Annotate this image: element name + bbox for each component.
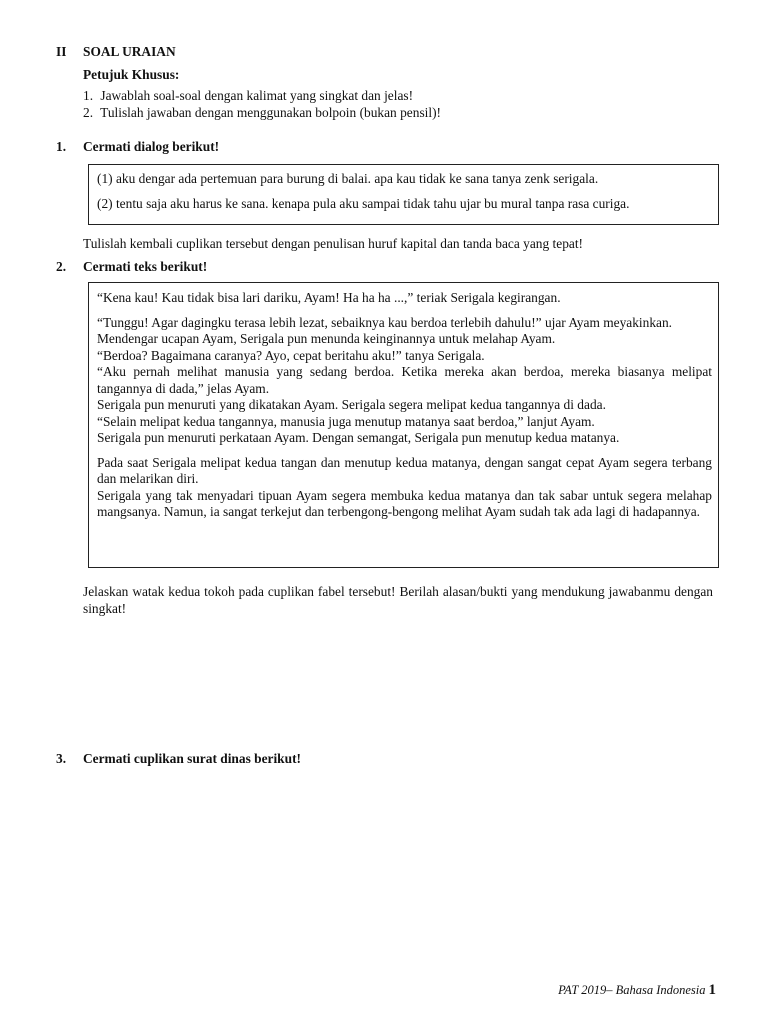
- fable-paragraph: “Kena kau! Kau tidak bisa lari dariku, Ayam! Ha ha ha ...,” teriak Serigala kegirangan.: [97, 290, 561, 305]
- section-title: SOAL URAIAN: [83, 44, 176, 59]
- page-number: 1: [708, 982, 716, 998]
- fable-paragraph: “Berdoa? Bagaimana caranya? Ayo, cepat beritahu aku!” tanya Serigala.: [97, 347, 485, 363]
- fable-paragraph: “Tunggu! Agar dagingku terasa lebih lezat, sebaiknya kau berdoa terlebih dahulu!” ujar Ayam meyakinkan.: [97, 314, 673, 330]
- instruction-text: Tulislah jawaban dengan menggunakan bolpoin (bukan pensil)!: [100, 105, 442, 120]
- instructions-title: Petujuk Khusus:: [83, 67, 180, 82]
- fable-paragraph: “Aku pernah melihat manusia yang sedang berdoa. Ketika mereka akan berdoa, mereka biasanya melipat tangannya di dada,” jelas Ayam.: [97, 364, 712, 396]
- dialog-line: (2) tentu saja aku harus ke sana. kenapa pula aku sampai tidak tahu ujar bu mural tanpa rasa curiga.: [97, 195, 630, 211]
- question-2-number: 2.: [56, 259, 67, 274]
- question-2-task: Jelaskan watak kedua tokoh pada cuplikan fabel tersebut! Berilah alasan/bukti yang mendukung jawabanmu dengan singkat!: [83, 584, 713, 616]
- question-3-title: Cermati cuplikan surat dinas berikut!: [83, 751, 301, 766]
- fable-paragraph: Serigala pun menuruti yang dikatakan Ayam. Serigala segera melipat kedua tangannya di dada.: [97, 397, 606, 412]
- dialog-box: [88, 164, 719, 225]
- footer-label: PAT 2019– Bahasa Indonesia: [558, 983, 706, 997]
- question-2-title: Cermati teks berikut!: [83, 259, 208, 274]
- dialog-line: (1) aku dengar ada pertemuan para burung di balai. apa kau tidak ke sana tanya zenk serigala.: [97, 171, 599, 186]
- fable-paragraph: Mendengar ucapan Ayam, Serigala pun menunda keinginannya untuk melahap Ayam.: [97, 331, 556, 346]
- section-number: II: [56, 44, 67, 59]
- fable-text-box: [88, 282, 719, 568]
- instruction-number: 1.: [83, 88, 94, 103]
- question-1-title: Cermati dialog berikut!: [83, 139, 220, 154]
- fable-paragraph: Pada saat Serigala melipat kedua tangan dan menutup kedua matanya, dengan sangat cepat Ayam segera terbang dan melarikan diri.: [97, 454, 712, 486]
- fable-paragraph: “Selain melipat kedua tangannya, manusia juga menutup matanya saat berdoa,” lanjut Ayam.: [97, 413, 595, 429]
- question-1-task: Tulislah kembali cuplikan tersebut dengan penulisan huruf kapital dan tanda baca yang tepat!: [83, 236, 584, 251]
- fable-paragraph: Serigala yang tak menyadari tipuan Ayam segera membuka kedua matanya dan tak sabar untuk segera melahap mangsanya. Namun, ia sangat terkejut dan terbengong-bengong melihat Ayam sudah tak ada lagi di hadapannya.: [97, 487, 712, 519]
- instruction-item: [83, 88, 413, 105]
- question-1-number: 1.: [56, 139, 67, 154]
- instruction-item: [83, 105, 441, 122]
- page-footer: [558, 982, 716, 999]
- instruction-number: 2.: [83, 105, 94, 120]
- fable-paragraph: Serigala pun menuruti perkataan Ayam. Dengan semangat, Serigala pun menutup kedua matanya.: [97, 430, 620, 445]
- question-3-number: 3.: [56, 751, 67, 766]
- instruction-text: Jawablah soal-soal dengan kalimat yang singkat dan jelas!: [100, 88, 414, 103]
